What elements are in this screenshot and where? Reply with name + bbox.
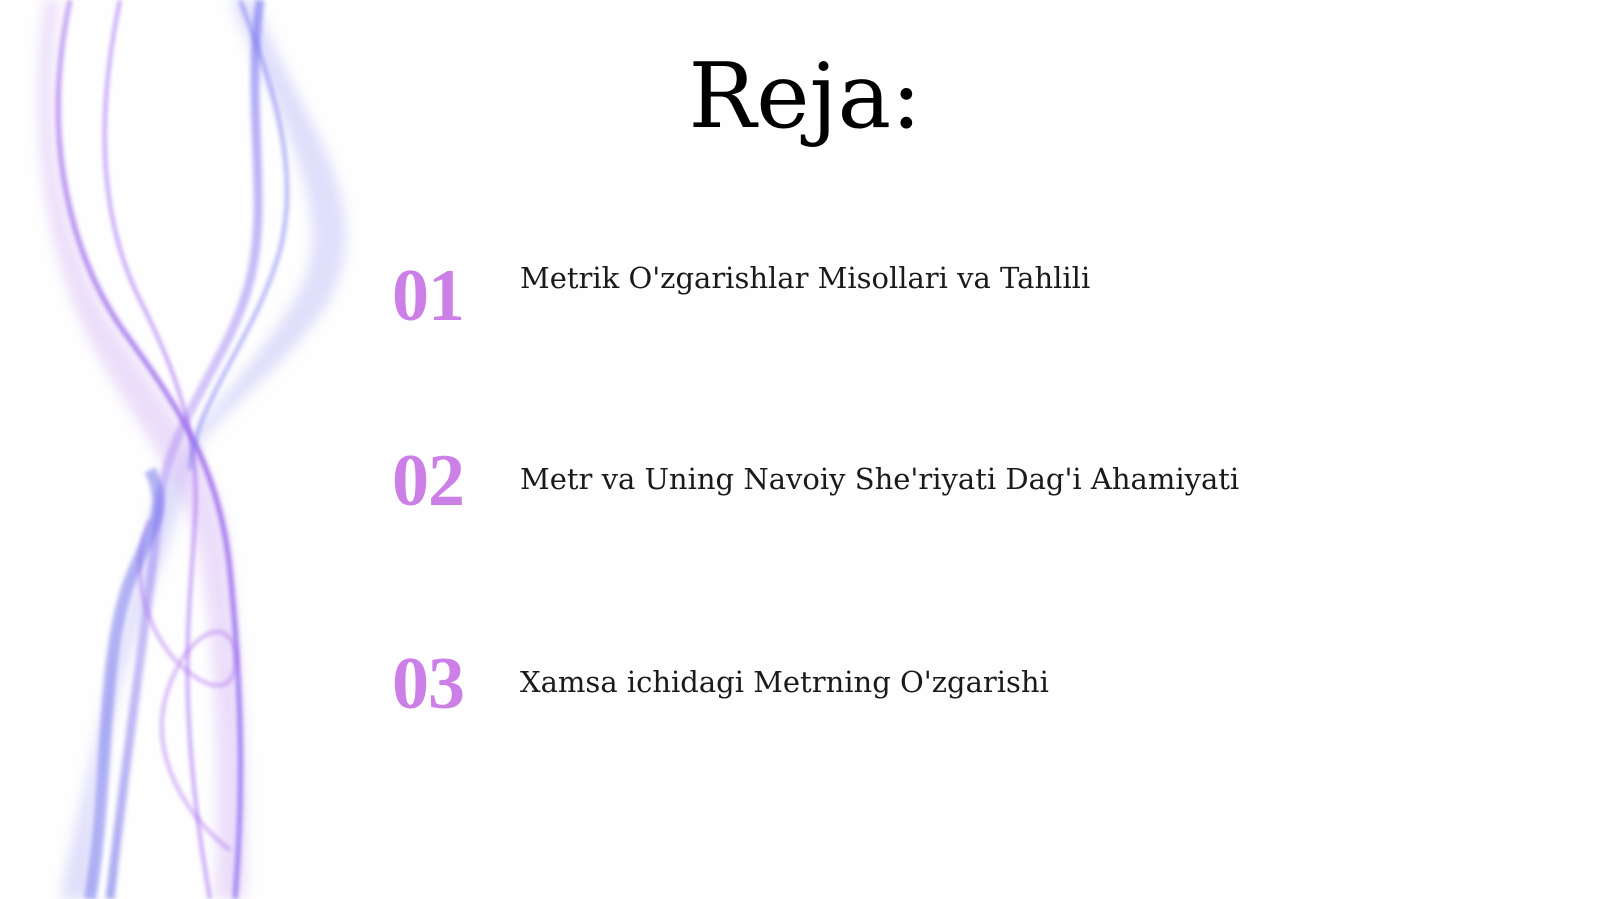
agenda-item-1 (392, 256, 1492, 336)
agenda-item-number: 01 (392, 255, 464, 337)
agenda-item-label: Xamsa ichidagi Metrning O'zgarishi (520, 665, 1049, 699)
agenda-item-number: 02 (392, 440, 464, 522)
slide-title (0, 42, 1600, 152)
agenda-item-label: Metrik O'zgarishlar Misollari va Tahlili (520, 261, 1091, 295)
slide-title-text: Reja: (688, 44, 922, 149)
agenda-item-number: 03 (392, 643, 464, 725)
agenda-item-3 (392, 644, 1492, 724)
agenda-item-2 (392, 441, 1492, 521)
agenda-item-label: Metr va Uning Navoiy She'riyati Dag'i Ahamiyati (520, 462, 1240, 496)
